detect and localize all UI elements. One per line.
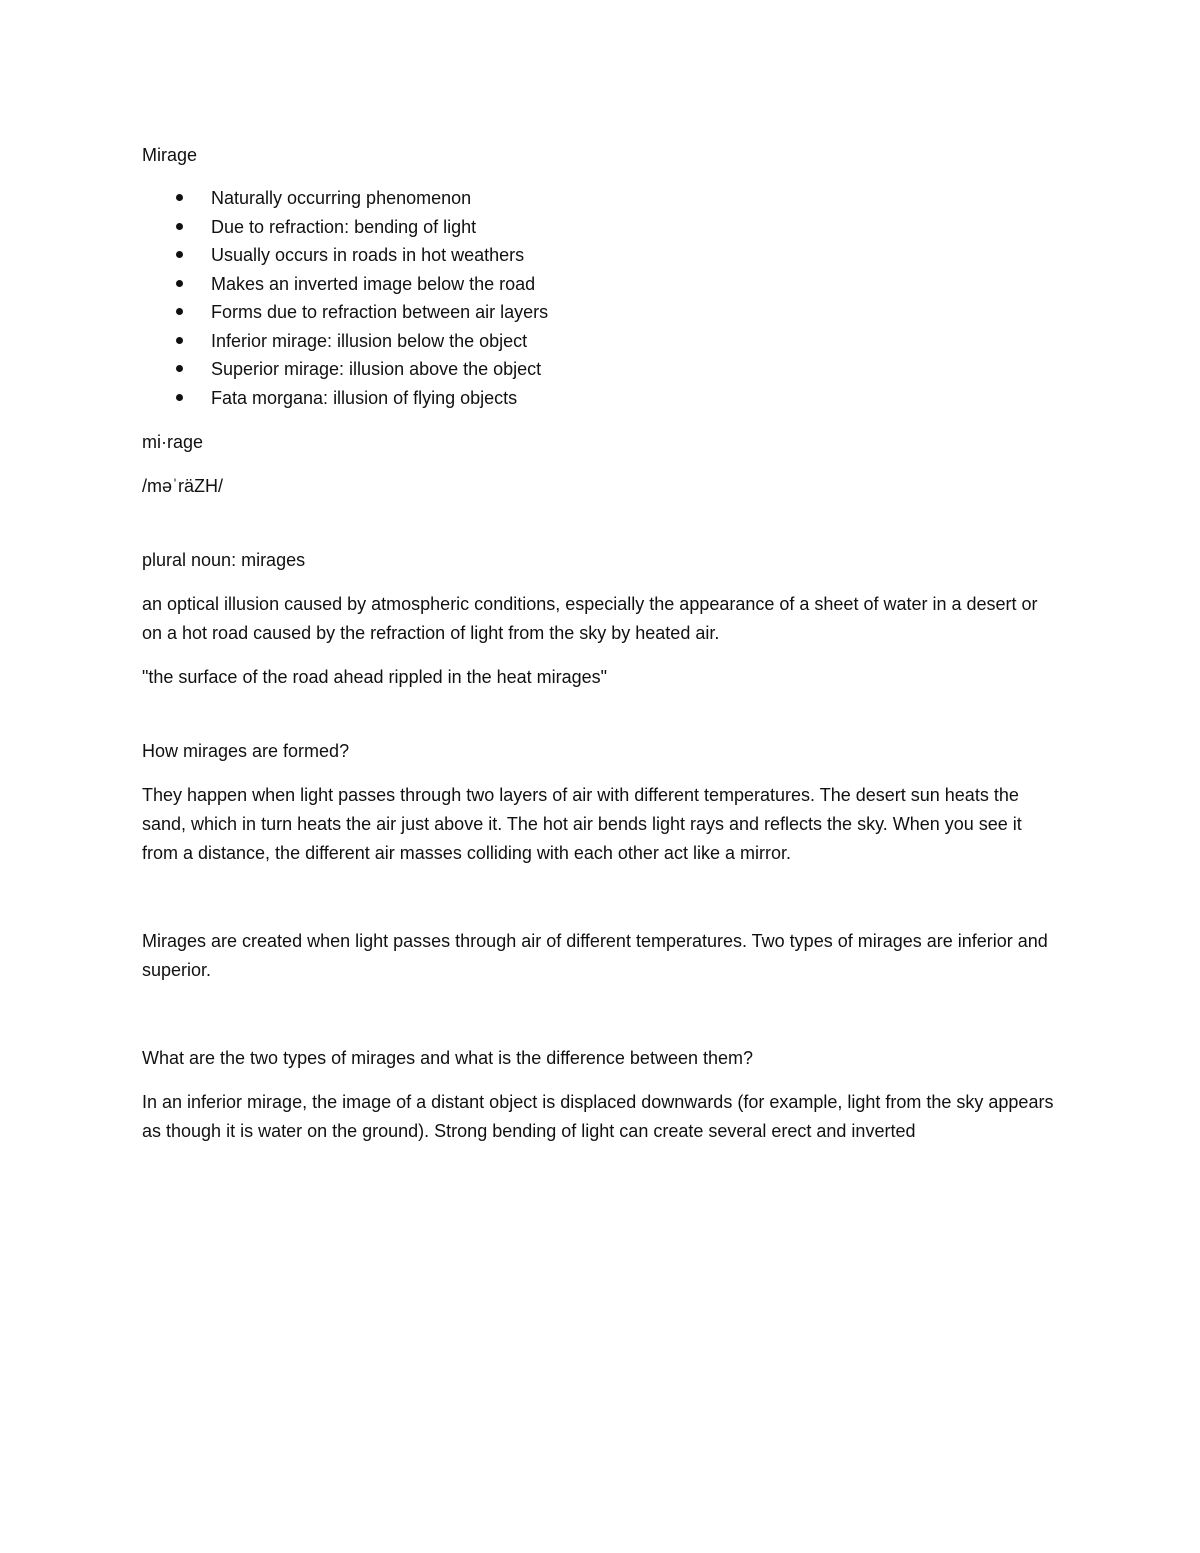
list-item [142, 184, 1062, 213]
section-question-formation: How mirages are formed? [142, 741, 350, 761]
pronunciation: /məˈräZH/ [142, 476, 223, 496]
list-item-text: Fata morgana: illusion of flying objects [211, 387, 518, 408]
list-item-text: Superior mirage: illusion above the object [211, 359, 542, 379]
list-item [142, 298, 1062, 327]
section-answer-formation: They happen when light passes through two layers of air with different temperatures. The desert sun heats the sand, which in turn heats the air just above it. The hot air bends light rays and reflects the sky. When you see it from a distance, the different air masses colliding with each other act like a mirror. [142, 785, 1022, 863]
bullet-icon [176, 308, 183, 315]
spacer [142, 516, 1062, 546]
bullet-list [142, 184, 1062, 412]
example-quote: "the surface of the road ahead rippled in the heat mirages" [142, 667, 608, 687]
list-item-text: Inferior mirage: illusion below the object [211, 330, 528, 351]
bullet-icon [176, 223, 183, 230]
plural-label: plural noun: mirages [142, 550, 306, 570]
document-body [142, 141, 1062, 1161]
document-title: Mirage [142, 145, 198, 165]
bullet-icon [176, 251, 183, 258]
bullet-icon [176, 337, 183, 344]
list-item [142, 355, 1062, 384]
headword: mi·rage [142, 432, 204, 452]
bullet-icon [176, 280, 183, 287]
list-item [142, 327, 1062, 356]
section-question-types: What are the two types of mirages and what is the difference between them? [142, 1048, 754, 1068]
bullet-icon [176, 194, 183, 201]
list-item-text: Makes an inverted image below the road [211, 273, 536, 294]
definition: an optical illusion caused by atmospheric conditions, especially the appearance of a sheet of water in a desert or on a hot road caused by the refraction of light from the sky by heated air. [142, 594, 1038, 643]
spacer [142, 707, 1062, 737]
section-answer-types: In an inferior mirage, the image of a distant object is displaced downwards (for example, light from the sky appears as though it is water on the ground). Strong bending of light can create several erect and inverted [142, 1092, 1054, 1141]
list-item-text: Forms due to refraction between air layers [211, 302, 549, 322]
list-item [142, 241, 1062, 270]
bullet-icon [176, 394, 183, 401]
list-item [142, 213, 1062, 242]
list-item-text: Naturally occurring phenomenon [211, 188, 472, 208]
spacer [142, 883, 1062, 927]
list-item-text: Usually occurs in roads in hot weathers [211, 245, 525, 265]
list-item-text: Due to refraction: bending of light [211, 216, 477, 237]
list-item [142, 384, 1062, 413]
summary-paragraph: Mirages are created when light passes through air of different temperatures. Two types of mirages are inferior and superior. [142, 931, 1048, 980]
list-item [142, 270, 1062, 299]
bullet-icon [176, 365, 183, 372]
spacer [142, 1000, 1062, 1044]
